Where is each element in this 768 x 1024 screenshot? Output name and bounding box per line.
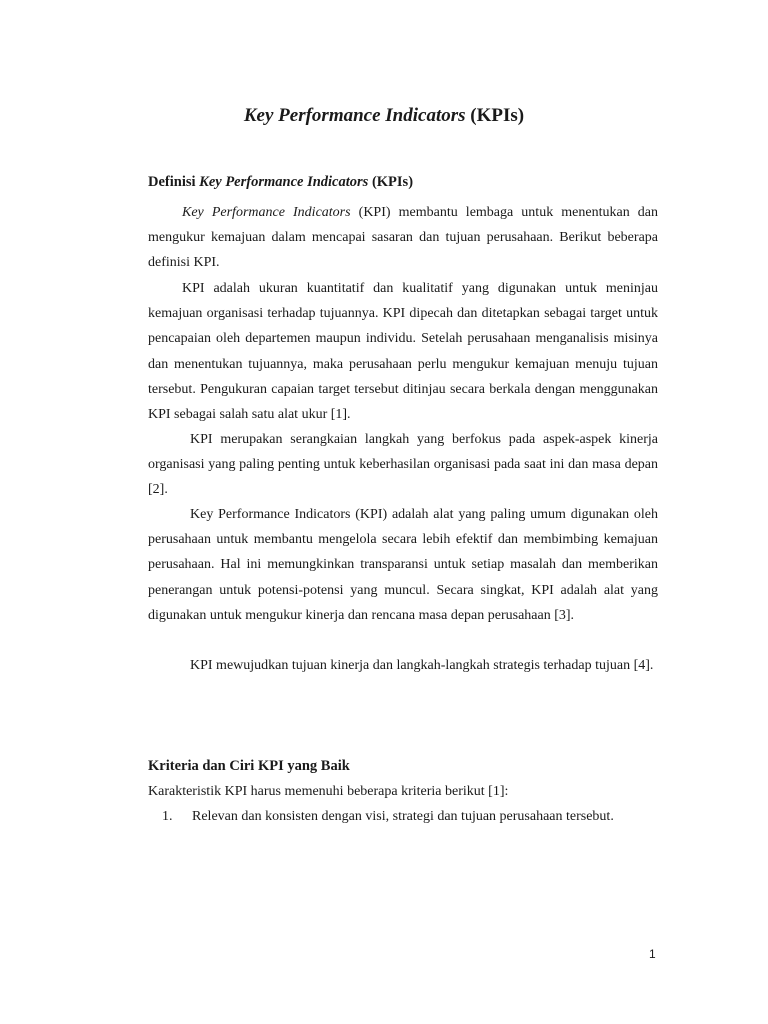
section-heading-kriteria: Kriteria dan Ciri KPI yang Baik (148, 758, 350, 774)
paragraph-definition-2: KPI merupakan serangkaian langkah yang berfokus pada aspek-aspek kinerja organisasi yang paling penting untuk keberhasilan organisasi pada saat ini dan masa depan [2]. (148, 432, 658, 498)
document-title (0, 104, 768, 128)
list-item-number: 1. (162, 809, 173, 824)
section-heading-definisi (148, 172, 660, 192)
heading-prefix: Definisi (148, 174, 200, 190)
list-item-text: Relevan dan konsisten dengan visi, strategi dan tujuan perusahaan tersebut. (192, 809, 614, 824)
paragraph-definition-4: KPI mewujudkan tujuan kinerja dan langkah-langkah strategis terhadap tujuan [4]. (190, 658, 654, 673)
page-number: 1 (649, 947, 656, 961)
heading-suffix: (KPIs) (368, 174, 414, 190)
paragraph-definition-1: KPI adalah ukuran kuantitatif dan kualitatif yang digunakan untuk meninjau kemajuan organisasi terhadap tujuannya. KPI dipecah dan ditetapkan sebagai target untuk pencapaian oleh departemen maupun individu. Setelah perusahaan menganalisis misinya dan menentukan tujuannya, maka perusahaan perlu mengukur kemajuan menuju tujuan tersebut. Pengukuran capaian target tersebut ditinjau secara berkala dengan menggunakan KPI sebagai salah satu alat ukur [1]. (148, 281, 658, 423)
intro-rest: (KPI) membantu lembaga untuk menentukan dan mengukur kemajuan dalam mencapai sasaran dan tujuan perusahaan. Berikut beberapa definisi KPI. (148, 205, 658, 271)
heading-italic: Key Performance Indicators (199, 174, 369, 190)
intro-italic: Key Performance Indicators (182, 205, 351, 220)
paragraph-definition-3: Key Performance Indicators (KPI) adalah alat yang paling umum digunakan oleh perusahaan untuk membantu mengelola secara lebih efektif dan membimbing kemajuan perusahaan. Hal ini memungkinkan transparansi untuk setiap masalah dan memberikan penerangan untuk potensi-potensi yang muncul. Secara singkat, KPI adalah alat yang digunakan untuk mengukur kinerja dan rencana masa depan perusahaan [3]. (148, 507, 658, 623)
paragraph-intro (148, 200, 658, 276)
paragraph-kriteria-intro: Karakteristik KPI harus memenuhi beberapa kriteria berikut [1]: (148, 784, 509, 799)
title-plain-part: (KPIs) (465, 105, 525, 126)
title-italic-part: Key Performance Indicators (243, 105, 466, 126)
